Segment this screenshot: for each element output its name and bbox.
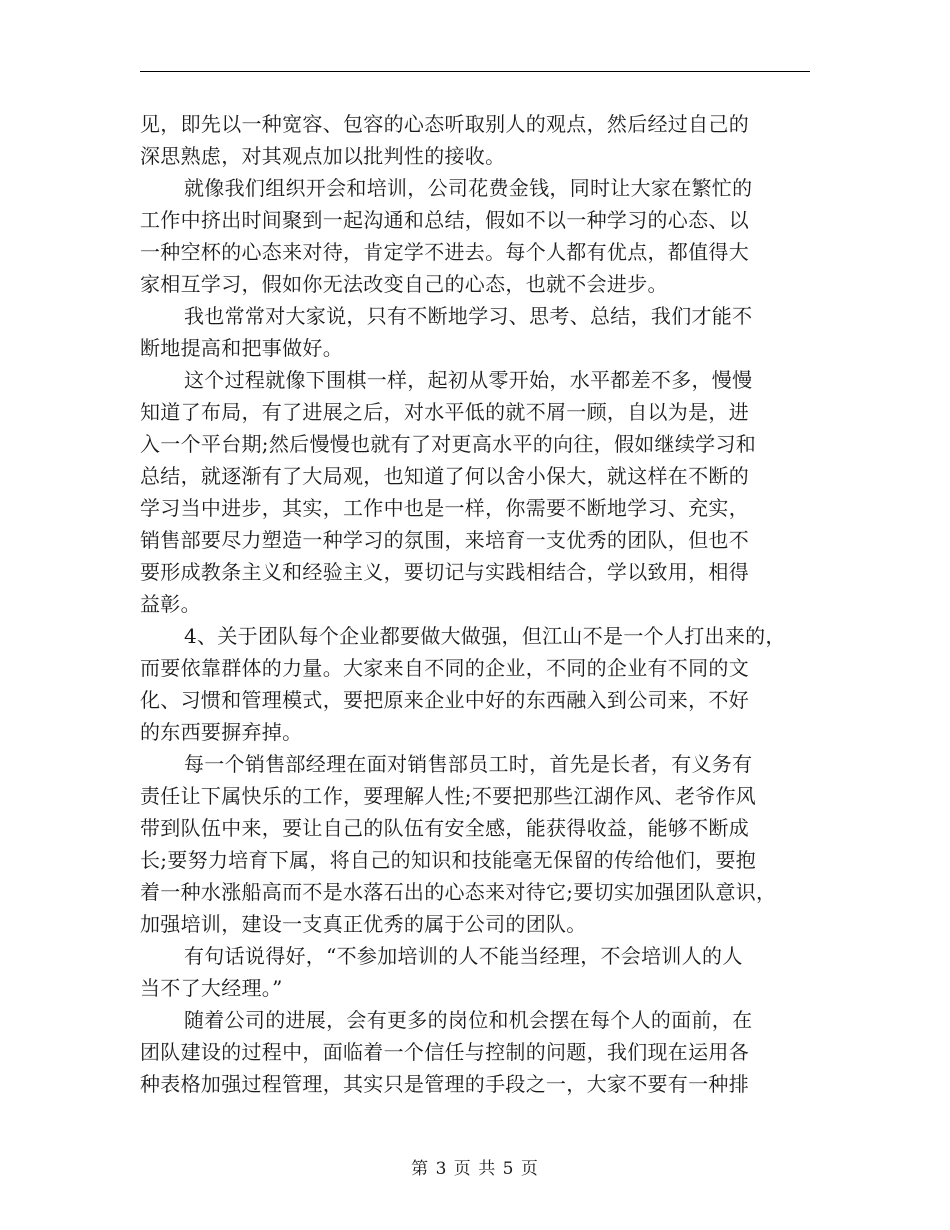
text-line: 知道了布局，有了进展之后，对水平低的就不屑一顾，自以为是，进 — [140, 400, 749, 424]
text-line: 见，即先以一种宽容、包容的心态听取别人的观点，然后经过自己的 — [140, 112, 749, 136]
header-rule — [140, 71, 810, 72]
text-line: 种表格加强过程管理，其实只是管理的手段之一，大家不要有一种排 — [140, 1072, 749, 1096]
text-line: 带到队伍中来，要让自己的队伍有安全感，能获得收益，能够不断成 — [140, 816, 749, 840]
text-line: 要形成教条主义和经验主义，要切记与实践相结合，学以致用，相得 — [140, 560, 749, 584]
text-line: 有句话说得好，“不参加培训的人不能当经理，不会培训人的人 — [184, 944, 743, 968]
text-line: 这个过程就像下围棋一样，起初从零开始，水平都差不多，慢慢 — [184, 368, 753, 392]
text-line: 就像我们组织开会和培训，公司花费金钱，同时让大家在繁忙的 — [184, 176, 753, 200]
text-line: 着一种水涨船高而不是水落石出的心态来对待它;要切实加强团队意识， — [140, 880, 777, 904]
text-line: 化、习惯和管理模式，要把原来企业中好的东西融入到公司来，不好 — [140, 688, 749, 712]
text-line: 断地提高和把事做好。 — [140, 336, 343, 360]
text-line: 入一个平台期;然后慢慢也就有了对更高水平的向往，假如继续学习和 — [140, 432, 757, 456]
text-line: 而要依靠群体的力量。大家来自不同的企业，不同的企业有不同的文 — [140, 656, 749, 680]
text-line: 深思熟虑，对其观点加以批判性的接收。 — [140, 144, 506, 168]
text-line: 长;要努力培育下属，将自己的知识和技能毫无保留的传给他们，要抱 — [140, 848, 757, 872]
text-line: 4、关于团队每个企业都要做大做强，但江山不是一个人打出来的， — [184, 624, 786, 648]
text-line: 工作中挤出时间聚到一起沟通和总结，假如不以一种学习的心态、以 — [140, 208, 749, 232]
text-line: 益彰。 — [140, 592, 201, 616]
text-line: 家相互学习，假如你无法改变自己的心态，也就不会进步。 — [140, 272, 668, 296]
text-line: 学习当中进步，其实，工作中也是一样，你需要不断地学习、充实， — [140, 496, 749, 520]
text-line: 随着公司的进展，会有更多的岗位和机会摆在每个人的面前，在 — [184, 1008, 753, 1032]
text-line: 当不了大经理。” — [140, 976, 283, 1000]
text-line: 责任让下属快乐的工作，要理解人性;不要把那些江湖作风、老爷作风 — [140, 784, 757, 808]
text-line: 总结，就逐渐有了大局观，也知道了何以舍小保大，就这样在不断的 — [140, 464, 749, 488]
text-line: 一种空杯的心态来对待，肯定学不进去。每个人都有优点，都值得大 — [140, 240, 749, 264]
document-body — [140, 108, 830, 1100]
page-footer: 第 3 页 共 5 页 — [411, 1159, 539, 1179]
text-line: 的东西要摒弃掉。 — [140, 720, 303, 744]
text-line: 团队建设的过程中，面临着一个信任与控制的问题，我们现在运用各 — [140, 1040, 749, 1064]
text-line: 我也常常对大家说，只有不断地学习、思考、总结，我们才能不 — [184, 304, 753, 328]
text-line: 销售部要尽力塑造一种学习的氛围，来培育一支优秀的团队，但也不 — [140, 528, 749, 552]
text-line: 每一个销售部经理在面对销售部员工时，首先是长者，有义务有 — [184, 752, 753, 776]
text-line: 加强培训，建设一支真正优秀的属于公司的团队。 — [140, 912, 587, 936]
